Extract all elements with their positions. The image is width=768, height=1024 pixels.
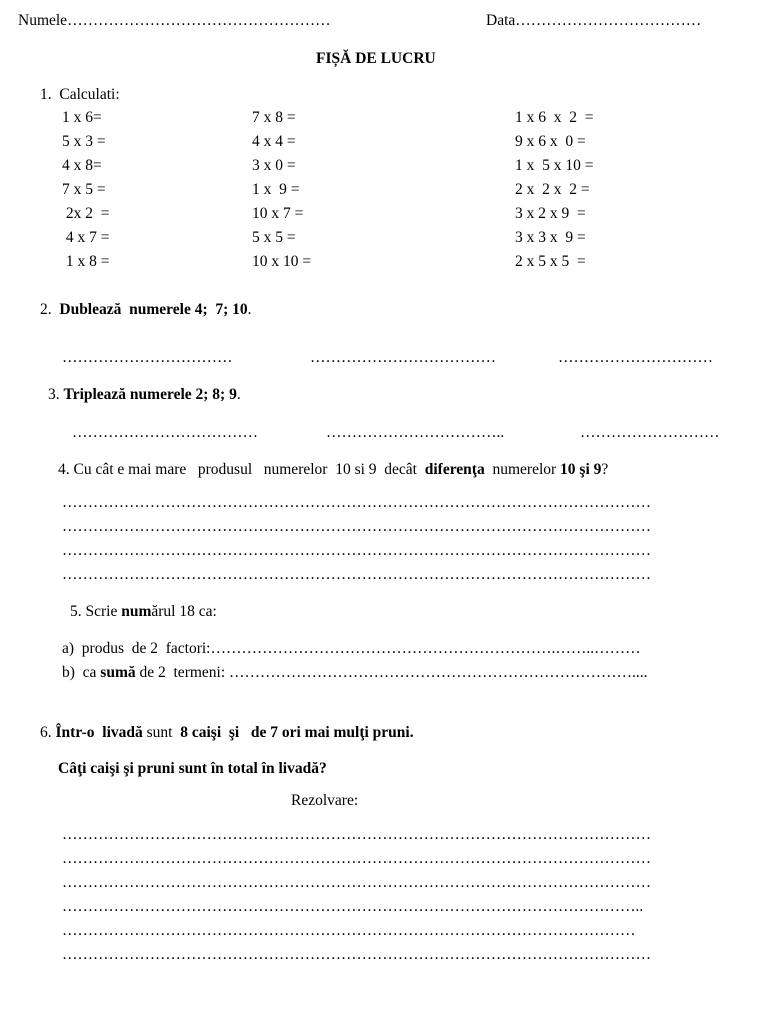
ex1-item: 4 x 7 = xyxy=(62,229,110,246)
ex5-text: ărul 18 ca: xyxy=(151,603,217,620)
ex3-bold-text: Triplează numerele 2; 8; 9 xyxy=(63,386,237,403)
ex5-a-line[interactable]: a) produs de 2 factori:………………………………………………………….……..……… xyxy=(62,640,641,657)
solution-line[interactable]: …………………………………………………………………………………………………… xyxy=(62,826,651,843)
solution-label: Rezolvare: xyxy=(291,792,359,809)
ex5-b-line[interactable] xyxy=(62,664,648,682)
ex4-answer-line[interactable]: …………………………………………………………………………………………………… xyxy=(62,494,651,511)
ex4-text: ? xyxy=(601,461,609,478)
ex5-text: 5. Scrie xyxy=(70,603,122,620)
ex5-b-rest: de 2 termeni: …………………………………………………………………….... xyxy=(135,664,648,681)
ex4-bold-numbers: 10 şi 9 xyxy=(560,461,602,478)
ex6-text: sunt xyxy=(142,724,181,741)
ex2-prompt xyxy=(40,301,252,319)
ex4-bold-difference: diferenţa xyxy=(424,461,485,478)
ex1-item: 1 x 8 = xyxy=(62,253,110,270)
ex6-bold: 8 caişi şi de 7 ori mai mulţi pruni. xyxy=(180,724,414,741)
ex1-item: 5 x 5 = xyxy=(252,229,296,246)
name-field[interactable]: Numele…………………………………………… xyxy=(18,12,331,29)
solution-line[interactable]: …………………………………………………………………………………………………… xyxy=(62,874,651,891)
ex4-answer-line[interactable]: …………………………………………………………………………………………………… xyxy=(62,542,651,559)
ex1-item: 5 x 3 = xyxy=(62,133,106,150)
ex3-number: 3. xyxy=(48,386,64,403)
ex1-item: 2x 2 = xyxy=(62,205,110,222)
ex1-item: 2 x 5 x 5 = xyxy=(515,253,586,270)
ex2-end: . xyxy=(247,301,252,318)
ex5-b-bold: sumă xyxy=(100,664,136,681)
solution-line[interactable]: ………………………………………………………………………………………………….. xyxy=(62,898,644,915)
ex6-number: 6. xyxy=(40,724,56,741)
ex2-number: 2. xyxy=(40,301,60,318)
ex4-answer-line[interactable]: …………………………………………………………………………………………………… xyxy=(62,566,651,583)
ex1-item: 10 x 7 = xyxy=(252,205,304,222)
ex1-item: 3 x 3 x 9 = xyxy=(515,229,586,246)
ex1-item: 7 x 8 = xyxy=(252,109,296,126)
ex2-answer-line[interactable]: ………………………… xyxy=(558,349,713,366)
ex1-item: 3 x 2 x 9 = xyxy=(515,205,586,222)
ex1-label: 1. Calculati: xyxy=(40,86,120,103)
ex1-item: 9 x 6 x 0 = xyxy=(515,133,586,150)
ex1-item: 1 x 6= xyxy=(62,109,102,126)
solution-line[interactable]: ………………………………………………………………………………………………… xyxy=(62,922,636,939)
ex1-item: 1 x 5 x 10 = xyxy=(515,157,594,174)
ex5-prompt xyxy=(70,603,217,621)
ex3-answer-line[interactable]: ……………………… xyxy=(580,424,720,441)
ex3-answer-line[interactable]: ……………………………… xyxy=(72,424,258,441)
ex1-item: 2 x 2 x 2 = xyxy=(515,181,590,198)
ex4-answer-line[interactable]: …………………………………………………………………………………………………… xyxy=(62,518,651,535)
ex1-item: 4 x 8= xyxy=(62,157,102,174)
page-title: FIȘĂ DE LUCRU xyxy=(316,50,436,67)
ex6-question: Câţi caişi şi pruni sunt în total în livadă? xyxy=(58,760,327,777)
ex6-bold: Într-o livadă xyxy=(55,724,143,741)
ex2-answer-line[interactable]: ……………………………… xyxy=(310,349,496,366)
ex1-item: 1 x 6 x 2 = xyxy=(515,109,594,126)
ex6-line1 xyxy=(40,724,414,742)
ex1-item: 10 x 10 = xyxy=(252,253,312,270)
ex1-item: 3 x 0 = xyxy=(252,157,296,174)
ex5-b-prefix: b) ca xyxy=(62,664,101,681)
ex1-item: 1 x 9 = xyxy=(252,181,300,198)
ex1-item: 4 x 4 = xyxy=(252,133,296,150)
ex3-answer-line[interactable]: …………………………….. xyxy=(326,424,505,441)
solution-line[interactable]: …………………………………………………………………………………………………… xyxy=(62,946,651,963)
date-field[interactable]: Data……………………………… xyxy=(486,12,702,29)
ex4-text: 4. Cu cât e mai mare produsul numerelor 10 si 9 decât xyxy=(58,461,425,478)
ex3-prompt xyxy=(48,386,241,404)
ex2-answer-line[interactable]: …………………………… xyxy=(62,349,233,366)
ex2-bold-text: Dublează numerele 4; 7; 10 xyxy=(59,301,248,318)
ex1-item: 7 x 5 = xyxy=(62,181,106,198)
ex4-text: numerelor xyxy=(484,461,561,478)
ex4-prompt xyxy=(58,461,608,479)
solution-line[interactable]: …………………………………………………………………………………………………… xyxy=(62,850,651,867)
ex3-end: . xyxy=(236,386,241,403)
ex5-bold: num xyxy=(121,603,152,620)
